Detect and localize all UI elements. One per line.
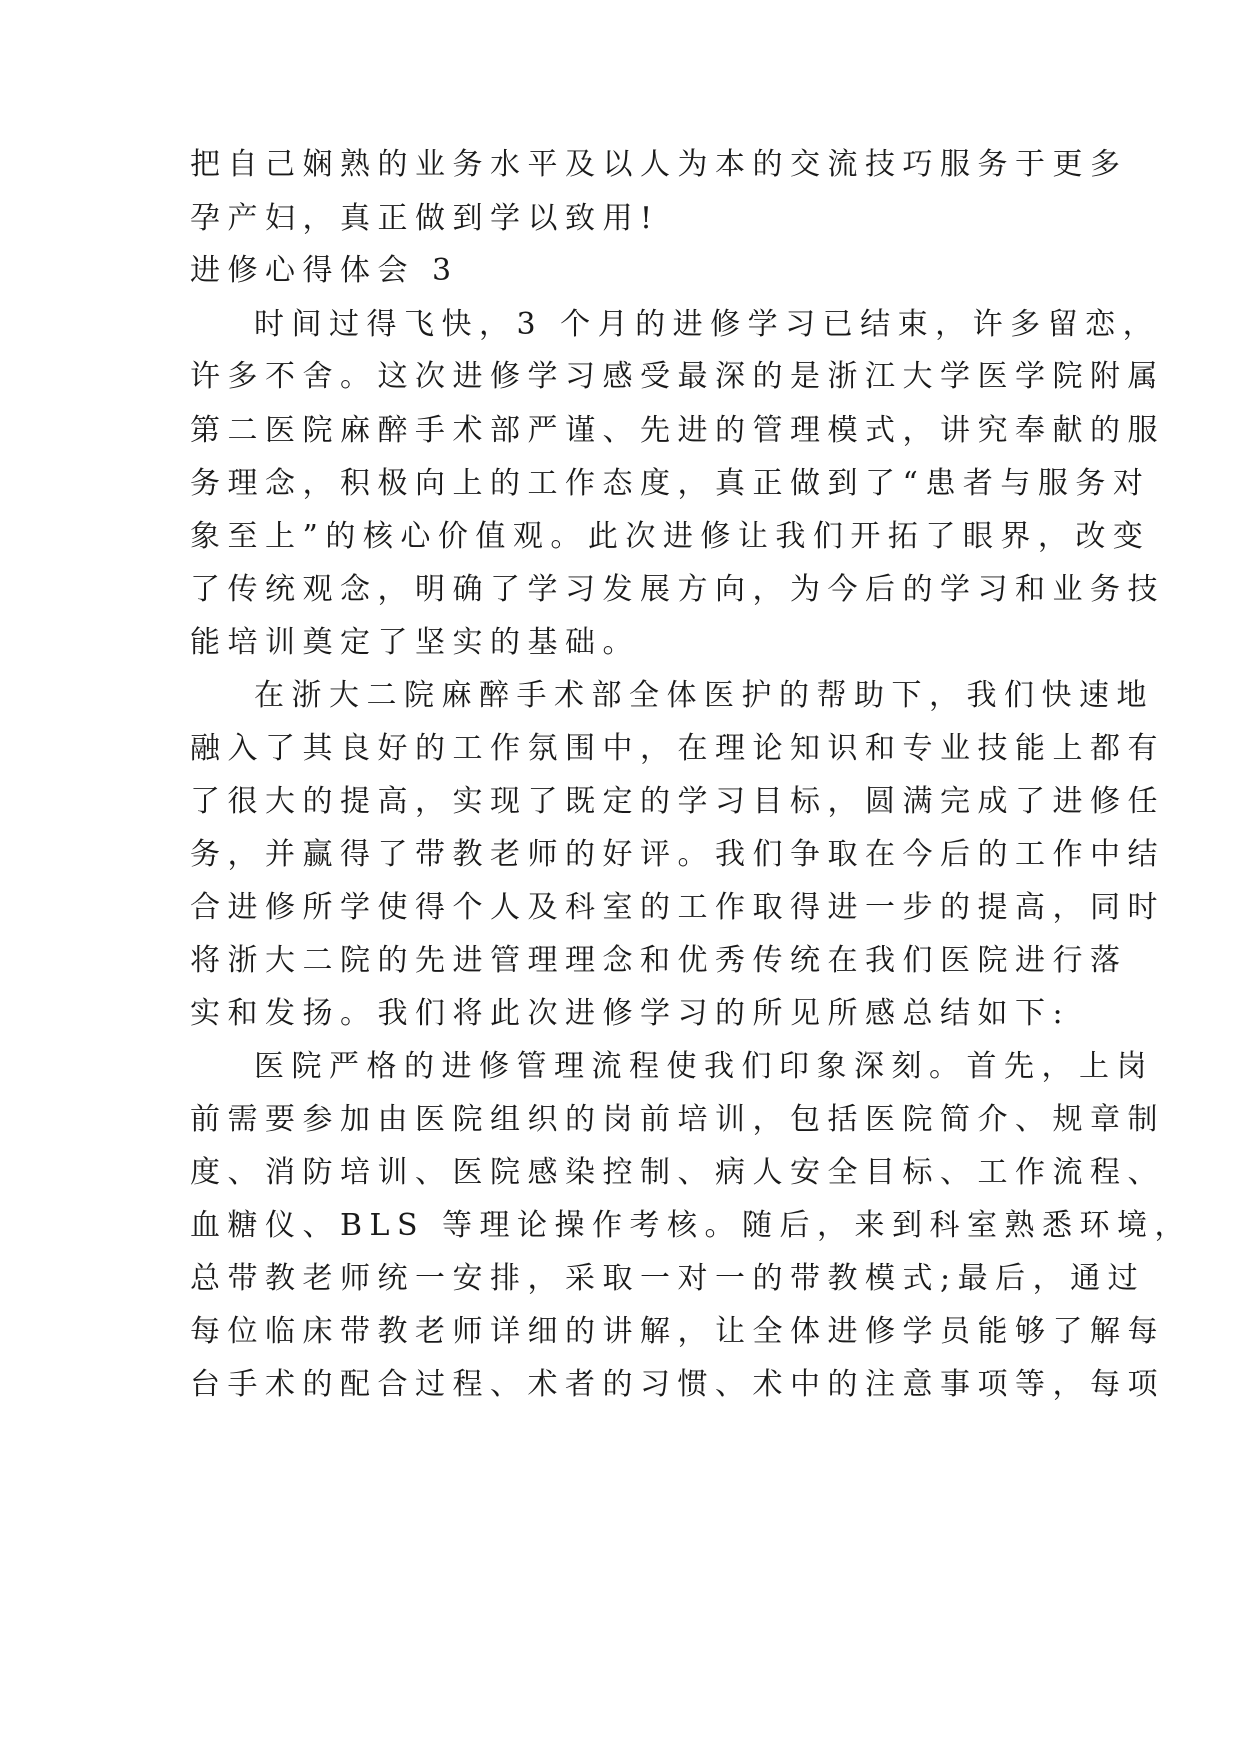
paragraph-first-line: 在浙大二院麻醉手术部全体医护的帮助下，我们快速地 bbox=[254, 678, 1154, 713]
body-text-line: 务，并赢得了带教老师的好评。我们争取在今后的工作中结 bbox=[190, 837, 1165, 872]
body-text-line: 孕产妇，真正做到学以致用! bbox=[190, 201, 660, 236]
paragraph-first-line: 时间过得飞快，3 个月的进修学习已结束，许多留恋， bbox=[254, 307, 1161, 342]
body-text-line: 了传统观念，明确了学习发展方向，为今后的学习和业务技 bbox=[190, 572, 1165, 607]
paragraph-first-line: 医院严格的进修管理流程使我们印象深刻。首先，上岗 bbox=[254, 1049, 1154, 1084]
body-text-line: 总带教老师统一安排，采取一对一的带教模式;最后，通过 bbox=[190, 1261, 1146, 1296]
body-text-line: 能培训奠定了坚实的基础。 bbox=[190, 625, 640, 660]
body-text-line: 合进修所学使得个人及科室的工作取得进一步的提高，同时 bbox=[190, 890, 1165, 925]
section-heading: 进修心得体会 3 bbox=[190, 253, 459, 288]
body-text-line: 台手术的配合过程、术者的习惯、术中的注意事项等，每项 bbox=[190, 1367, 1165, 1402]
body-text-line: 实和发扬。我们将此次进修学习的所见所感总结如下: bbox=[190, 996, 1071, 1031]
body-text-line: 许多不舍。这次进修学习感受最深的是浙江大学医学院附属 bbox=[190, 359, 1165, 394]
body-text-line: 象至上”的核心价值观。此次进修让我们开拓了眼界，改变 bbox=[190, 519, 1151, 554]
body-text-line: 融入了其良好的工作氛围中，在理论知识和专业技能上都有 bbox=[190, 731, 1165, 766]
body-text-line: 将浙大二院的先进管理理念和优秀传统在我们医院进行落 bbox=[190, 943, 1128, 978]
body-text-line: 第二医院麻醉手术部严谨、先进的管理模式，讲究奉献的服 bbox=[190, 413, 1165, 448]
body-text-line: 把自己娴熟的业务水平及以人为本的交流技巧服务于更多 bbox=[190, 147, 1128, 182]
body-text-line: 了很大的提高，实现了既定的学习目标，圆满完成了进修任 bbox=[190, 784, 1165, 819]
body-text-line: 血糖仪、BLS 等理论操作考核。随后，来到科室熟悉环境， bbox=[190, 1208, 1193, 1243]
body-text-line: 务理念，积极向上的工作态度，真正做到了“患者与服务对 bbox=[190, 466, 1151, 501]
body-text-line: 前需要参加由医院组织的岗前培训，包括医院简介、规章制 bbox=[190, 1102, 1165, 1137]
body-text-line: 度、消防培训、医院感染控制、病人安全目标、工作流程、 bbox=[190, 1155, 1165, 1190]
body-text-line: 每位临床带教老师详细的讲解，让全体进修学员能够了解每 bbox=[190, 1314, 1165, 1349]
